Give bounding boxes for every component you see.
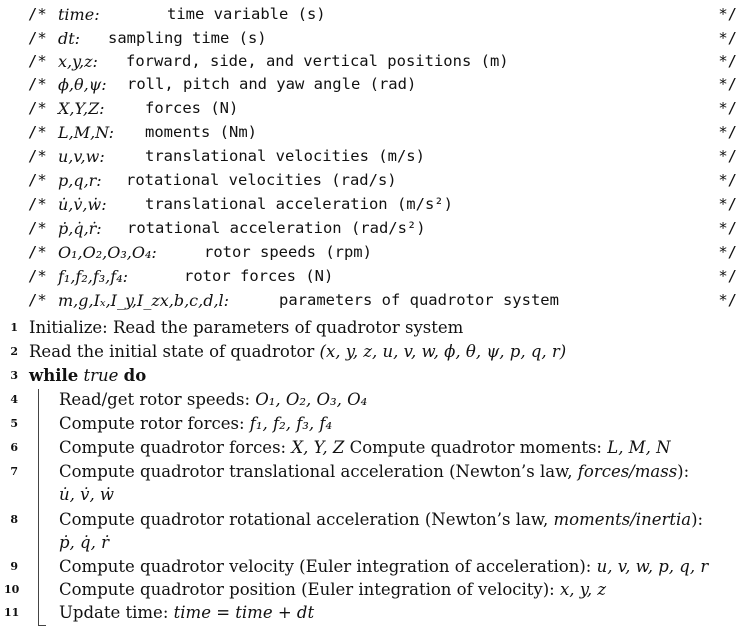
comment-symbol: X,Y,Z: [58,99,105,118]
comment-close: */ [718,123,737,141]
algorithm-step [0,578,751,601]
step-text [59,436,671,459]
step-math: L, M, N [607,438,671,457]
comment-close: */ [718,171,737,189]
comment-symbol: O₁,O₂,O₃,O₄: [58,243,157,262]
algorithm-step [0,364,751,387]
line-number: 7 [10,465,18,478]
step-math: x, y, z [559,580,607,599]
step-math: moments/inertia [553,510,692,529]
comment-symbol: x,y,z: [58,52,98,71]
comment-description: rotational velocities (rad/s) [126,171,397,189]
line-number: 9 [10,560,18,573]
comment-description: sampling time (s) [108,29,267,47]
comment-description: moments (Nm) [145,123,257,141]
comment-open: /* [28,219,47,237]
step-label: ): [691,510,704,529]
algorithm-step [0,340,751,363]
comment-line [0,50,751,73]
loop-condition: true [83,366,119,385]
algorithm-step [0,412,751,435]
comment-open: /* [28,52,47,70]
line-number: 3 [10,369,18,382]
comment-line [0,193,751,216]
step-math: u, v, w, p, q, r [596,557,709,576]
comment-description: translational acceleration (m/s²) [145,195,453,213]
step-text [59,508,703,531]
line-number: 6 [10,441,18,454]
comment-open: /* [28,195,47,213]
step-label: Compute quadrotor forces: [59,438,292,457]
comment-line [0,169,751,192]
comment-close: */ [718,29,737,47]
comment-close: */ [718,75,737,93]
line-number: 11 [4,606,20,619]
step-label: Compute rotor forces: [59,414,250,433]
comment-line [0,145,751,168]
comment-symbol: L,M,N: [58,123,114,142]
comment-description: translational velocities (m/s) [145,147,425,165]
comment-description: rotational acceleration (rad/s²) [127,219,426,237]
comment-symbol: time: [58,5,100,24]
step-label: Read/get rotor speeds: [59,390,256,409]
step-text [59,578,606,601]
step-math: (x, y, z, u, v, w, ϕ, θ, ψ, p, q, r) [319,342,567,361]
comment-open: /* [28,267,47,285]
comment-symbol: u̇,v̇,ẇ: [58,195,107,214]
step-text [59,460,689,483]
step-label: Compute quadrotor position (Euler integration of velocity): [59,580,560,599]
line-number: 1 [10,321,18,334]
step-label: Initialize: Read the parameters of quadrotor system [29,318,464,337]
algorithm-step [0,601,751,624]
comment-description: rotor speeds (rpm) [204,243,372,261]
step-label: Compute quadrotor rotational acceleration (Newton’s law, [59,510,554,529]
loop-body-rule-end [38,625,46,626]
line-number: 4 [10,393,18,406]
comment-open: /* [28,75,47,93]
comment-symbol: p,q,r: [58,171,102,190]
comment-symbol: ϕ,θ,ψ: [58,75,107,94]
comment-symbol: dt: [58,29,81,48]
comment-close: */ [718,52,737,70]
comment-description: roll, pitch and yaw angle (rad) [127,75,417,93]
step-label: Update time: [59,603,174,622]
comment-open: /* [28,5,47,23]
keyword-do: do [123,366,147,385]
line-number: 8 [10,513,18,526]
comment-close: */ [718,219,737,237]
step-text [29,340,566,363]
comment-line [0,265,751,288]
comment-line [0,3,751,26]
step-math: ṗ, q̇, ṙ [59,533,109,552]
step-math: X, Y, Z [291,438,345,457]
comment-description: time variable (s) [167,5,326,23]
algorithm-step [0,388,751,411]
comment-close: */ [718,99,737,117]
comment-line [0,97,751,120]
comment-close: */ [718,291,737,309]
step-math: O₁, O₂, O₃, O₄ [255,390,368,409]
comment-open: /* [28,123,47,141]
comment-close: */ [718,5,737,23]
comment-open: /* [28,147,47,165]
step-label: Compute quadrotor velocity (Euler integration of acceleration): [59,557,597,576]
step-math: f₁, f₂, f₃, f₄ [249,414,333,433]
step-math: time = time + dt [173,603,315,622]
comment-symbol: f₁,f₂,f₃,f₄: [58,267,128,286]
step-math: u̇, v̇, ẇ [59,485,115,504]
algorithm-step [0,460,751,483]
line-number: 5 [10,417,18,430]
step-text [59,412,332,435]
comment-close: */ [718,147,737,165]
step-text [59,601,314,624]
step-math: forces/mass [577,462,678,481]
comment-close: */ [718,195,737,213]
comment-open: /* [28,29,47,47]
step-label: Read the initial state of quadrotor [29,342,320,361]
comment-open: /* [28,171,47,189]
step-label: Compute quadrotor translational acceleration (Newton’s law, [59,462,578,481]
step-text [29,316,463,339]
step-label: ): [677,462,690,481]
while-loop-header [29,364,146,387]
algorithm-step [0,508,751,531]
step-text [59,388,367,411]
comment-close: */ [718,267,737,285]
comment-description: forward, side, and vertical positions (m) [126,52,509,70]
comment-symbol: ṗ,q̇,ṙ: [58,219,102,238]
algorithm-step [0,316,751,339]
line-number: 2 [10,345,18,358]
algorithm-step [0,555,751,578]
algorithm-step-continuation [0,483,751,506]
comment-open: /* [28,291,47,309]
comment-line [0,27,751,50]
algorithm-step [0,436,751,459]
step-text [59,555,708,578]
comment-open: /* [28,99,47,117]
comment-description: forces (N) [145,99,239,117]
algorithm-step-continuation [0,531,751,554]
comment-description: parameters of quadrotor system [279,291,559,309]
comment-symbol: m,g,Iₓ,I_y,I_zx,b,c,d,l: [58,291,230,310]
comment-line [0,217,751,240]
comment-line [0,73,751,96]
comment-open: /* [28,243,47,261]
keyword-while: while [29,366,79,385]
comment-line [0,289,751,312]
step-label: Compute quadrotor moments: [344,438,608,457]
line-number: 10 [4,583,20,596]
comment-line [0,241,751,264]
comment-line [0,121,751,144]
comment-description: rotor forces (N) [184,267,334,285]
comment-symbol: u,v,w: [58,147,105,166]
comment-close: */ [718,243,737,261]
